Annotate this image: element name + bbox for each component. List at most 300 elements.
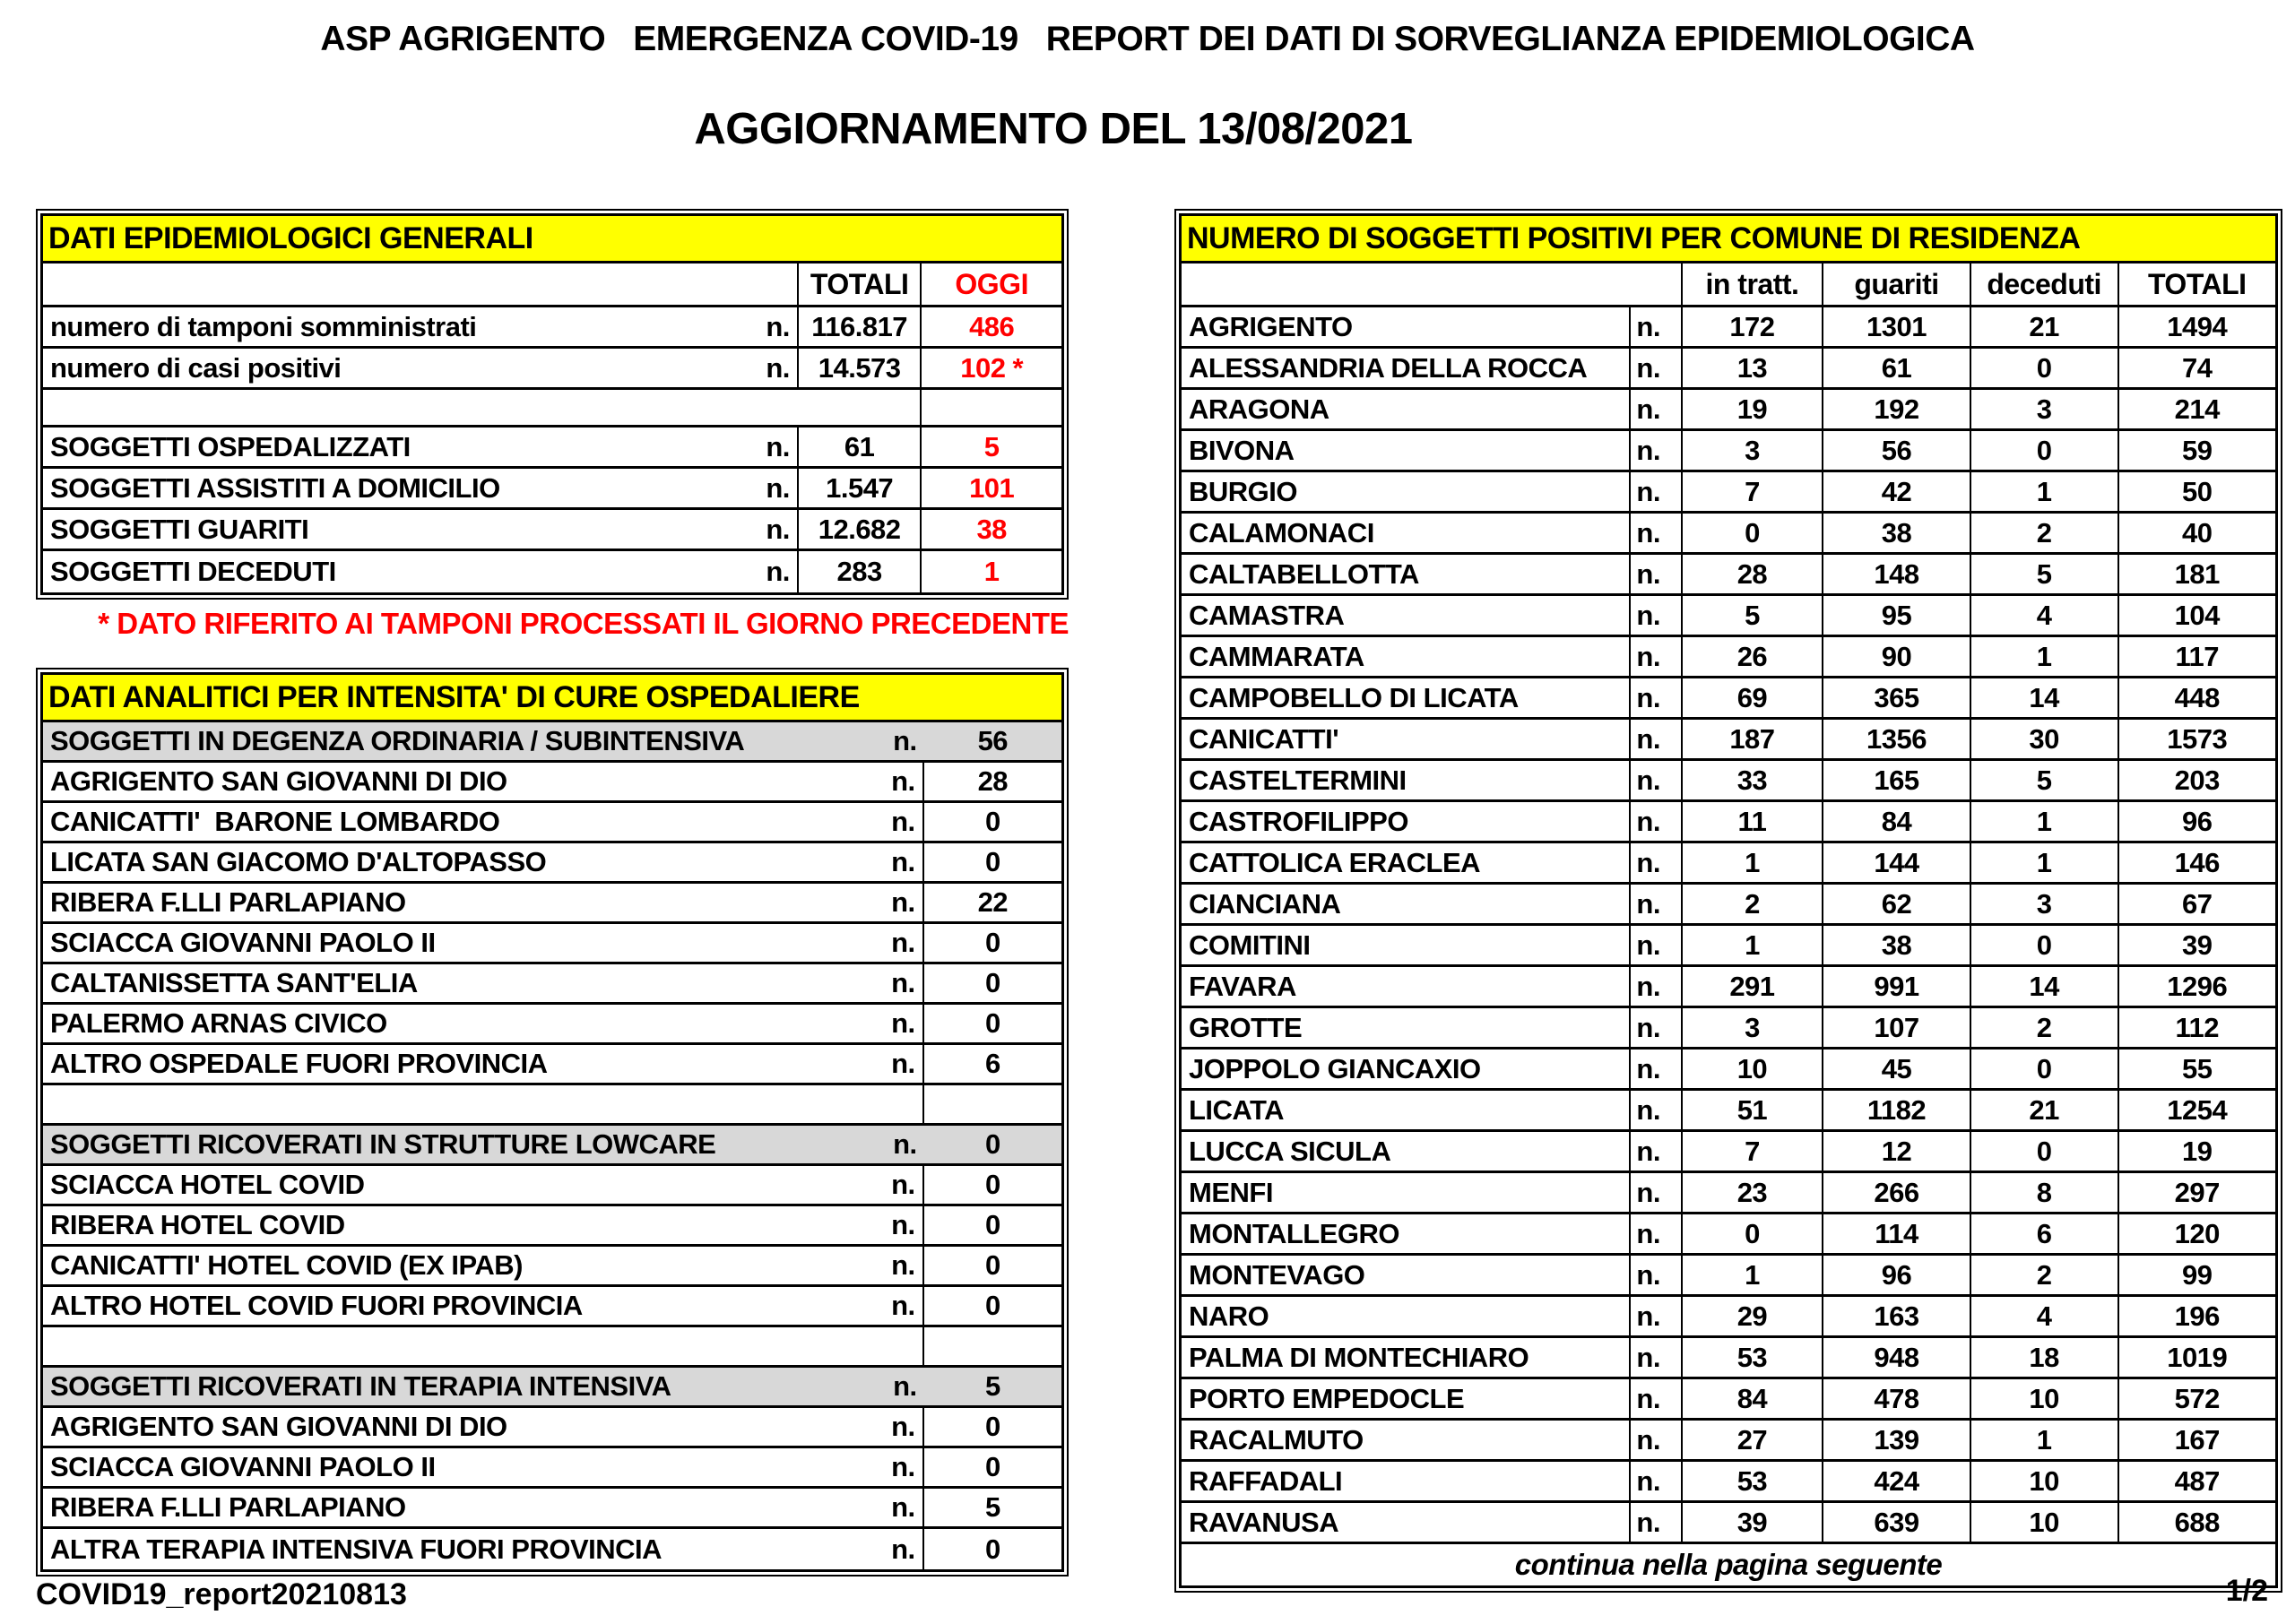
- row-label: SOGGETTI RICOVERATI IN TERAPIA INTENSIVA: [50, 1370, 671, 1402]
- in-tratt-value-cell: 53: [1683, 1462, 1823, 1503]
- unit-label-cell: n.: [1631, 1091, 1682, 1132]
- row-label-cell: [43, 924, 924, 964]
- deceduti-value-cell: 30: [1971, 720, 2119, 761]
- table-row: [1182, 1462, 2275, 1503]
- unit-label-cell: n.: [1631, 307, 1682, 349]
- totali-value-cell: 167: [2119, 1421, 2276, 1462]
- empty-cell: [43, 1085, 924, 1126]
- oggi-value-cell: 5: [922, 428, 1061, 469]
- totali-value-cell: 1296: [2119, 967, 2276, 1008]
- guariti-value-cell: 365: [1823, 678, 1971, 720]
- municipality-name-cell: PORTO EMPEDOCLE: [1182, 1379, 1631, 1421]
- row-label-cell: [43, 1126, 924, 1166]
- guariti-value-cell: 139: [1823, 1421, 1971, 1462]
- guariti-value-cell: 84: [1823, 802, 1971, 843]
- totali-value-cell: 1.547: [799, 469, 922, 510]
- municipality-name-cell: CAMMARATA: [1182, 637, 1631, 678]
- in-tratt-value-cell: 29: [1683, 1297, 1823, 1338]
- in-tratt-value-cell: 172: [1683, 307, 1823, 349]
- unit-label-cell: n.: [1631, 678, 1682, 720]
- header-in-tratt: in tratt.: [1683, 263, 1823, 307]
- table-row: [1182, 514, 2275, 555]
- table-row: [43, 1408, 1061, 1448]
- row-label-cell: [43, 1368, 924, 1408]
- unit-label: n.: [891, 1169, 915, 1200]
- totali-value-cell: 99: [2119, 1256, 2276, 1297]
- unit-label: n.: [891, 1249, 915, 1281]
- municipality-name-cell: COMITINI: [1182, 926, 1631, 967]
- unit-label: n.: [891, 1451, 915, 1482]
- value-cell: 0: [924, 1126, 1061, 1166]
- unit-label: n.: [891, 806, 915, 837]
- oggi-value-cell: 1: [983, 556, 1000, 587]
- guariti-value-cell: 165: [1823, 761, 1971, 802]
- table-row: [43, 722, 1061, 763]
- table-row: [43, 1166, 1061, 1206]
- table-row: [1182, 555, 2275, 596]
- municipality-name-cell: BIVONA: [1182, 431, 1631, 472]
- in-tratt-value-cell: 7: [1683, 1132, 1823, 1173]
- in-tratt-value-cell: 39: [1683, 1503, 1823, 1544]
- municipality-name-cell: CALTABELLOTTA: [1182, 555, 1631, 596]
- municipality-name-cell: GROTTE: [1182, 1008, 1631, 1050]
- totali-value-cell: 55: [2119, 1050, 2276, 1091]
- unit-label-cell: n.: [1631, 1214, 1682, 1256]
- deceduti-value-cell: 5: [1971, 555, 2119, 596]
- row-label-cell: [43, 1005, 924, 1045]
- unit-label: n.: [891, 1048, 915, 1079]
- deceduti-value-cell: 2: [1971, 1008, 2119, 1050]
- table-row: [43, 428, 1061, 469]
- deceduti-value-cell: 0: [1971, 1050, 2119, 1091]
- in-tratt-value-cell: 69: [1683, 678, 1823, 720]
- hospital-care-intensity-table: [36, 668, 1069, 1576]
- unit-label: n.: [891, 846, 915, 877]
- page-number: 1/2: [2225, 1574, 2268, 1608]
- municipality-name-cell: LUCCA SICULA: [1182, 1132, 1631, 1173]
- totali-value-cell: 117: [2119, 637, 2276, 678]
- table-row: [43, 1045, 1061, 1085]
- table-row: [1182, 431, 2275, 472]
- table-row: [43, 1448, 1061, 1489]
- guariti-value-cell: 114: [1823, 1214, 1971, 1256]
- header-empty-cell: [1182, 263, 1683, 307]
- value-cell: 6: [924, 1045, 1061, 1085]
- totali-value-cell: 146: [2119, 843, 2276, 885]
- unit-label-cell: n.: [1631, 431, 1682, 472]
- in-tratt-value-cell: 1: [1683, 1256, 1823, 1297]
- deceduti-value-cell: 0: [1971, 926, 2119, 967]
- municipality-name-cell: CALAMONACI: [1182, 514, 1631, 555]
- value-cell: 0: [924, 1287, 1061, 1327]
- unit-label: n.: [893, 1128, 917, 1160]
- totali-value-cell: 12.682: [799, 510, 922, 551]
- deceduti-value-cell: 2: [1971, 514, 2119, 555]
- row-label: SOGGETTI ASSISTITI A DOMICILIO: [50, 471, 500, 504]
- municipality-name-cell: MENFI: [1182, 1173, 1631, 1214]
- table-row: [1182, 1297, 2275, 1338]
- totali-value-cell: 196: [2119, 1297, 2276, 1338]
- unit-label-cell: n.: [1631, 1132, 1682, 1173]
- deceduti-value-cell: 21: [1971, 1091, 2119, 1132]
- in-tratt-value-cell: 84: [1683, 1379, 1823, 1421]
- municipality-name-cell: CASTELTERMINI: [1182, 761, 1631, 802]
- row-label-cell: [43, 1489, 924, 1529]
- table-row: [1182, 678, 2275, 720]
- totali-value-cell: 96: [2119, 802, 2276, 843]
- unit-label-cell: n.: [1631, 555, 1682, 596]
- oggi-value-cell: 101: [922, 469, 1061, 510]
- totali-value-cell: 14.573: [799, 349, 922, 390]
- totali-value-cell: 67: [2119, 885, 2276, 926]
- value-cell: 0: [924, 1206, 1061, 1247]
- oggi-value-cell: 102 *: [922, 349, 1061, 390]
- totali-value-cell: 214: [2119, 390, 2276, 431]
- row-label: ALTRO HOTEL COVID FUORI PROVINCIA: [50, 1290, 583, 1321]
- municipality-name-cell: LICATA: [1182, 1091, 1631, 1132]
- municipality-name-cell: PALMA DI MONTECHIARO: [1182, 1338, 1631, 1379]
- unit-label: n.: [766, 471, 790, 504]
- municipality-name-cell: MONTEVAGO: [1182, 1256, 1631, 1297]
- deceduti-value-cell: 2: [1971, 1256, 2119, 1297]
- deceduti-value-cell: 0: [1971, 1132, 2119, 1173]
- deceduti-value-cell: 4: [1971, 596, 2119, 637]
- totali-value-cell: 1019: [2119, 1338, 2276, 1379]
- table-row: [1182, 967, 2275, 1008]
- guariti-value-cell: 38: [1823, 514, 1971, 555]
- value-cell: 5: [924, 1368, 1061, 1408]
- deceduti-value-cell: 0: [1971, 349, 2119, 390]
- municipality-name-cell: FAVARA: [1182, 967, 1631, 1008]
- municipality-name-cell: BURGIO: [1182, 472, 1631, 514]
- unit-label: n.: [766, 310, 790, 342]
- table-row: [43, 469, 1061, 510]
- row-label-cell: [43, 469, 799, 510]
- in-tratt-value-cell: 3: [1683, 1008, 1823, 1050]
- in-tratt-value-cell: 28: [1683, 555, 1823, 596]
- table-row: [43, 1005, 1061, 1045]
- guariti-value-cell: 1182: [1823, 1091, 1971, 1132]
- positives-by-municipality-table: [1174, 209, 2282, 1593]
- table-title: DATI ANALITICI PER INTENSITA' DI CURE OSPEDALIERE: [43, 675, 1061, 722]
- table-row: [43, 1529, 1061, 1569]
- table-row: [1182, 1091, 2275, 1132]
- unit-label-cell: n.: [1631, 349, 1682, 390]
- totali-value-cell: 59: [2119, 431, 2276, 472]
- totali-value-cell: 572: [2119, 1379, 2276, 1421]
- value-cell: 28: [924, 763, 1061, 803]
- municipality-name-cell: JOPPOLO GIANCAXIO: [1182, 1050, 1631, 1091]
- row-label: CANICATTI' BARONE LOMBARDO: [50, 806, 500, 837]
- row-label: SOGGETTI GUARITI: [50, 513, 309, 545]
- municipality-name-cell: CASTROFILIPPO: [1182, 802, 1631, 843]
- in-tratt-value-cell: 23: [1683, 1173, 1823, 1214]
- value-cell: 5: [924, 1489, 1061, 1529]
- table-row: [1182, 1421, 2275, 1462]
- guariti-value-cell: 424: [1823, 1462, 1971, 1503]
- row-label-cell: [43, 1529, 924, 1569]
- guariti-value-cell: 948: [1823, 1338, 1971, 1379]
- row-label-cell: [43, 551, 799, 592]
- row-label: SOGGETTI IN DEGENZA ORDINARIA / SUBINTENSIVA: [50, 725, 745, 756]
- table-title-row: [43, 675, 1061, 722]
- unit-label-cell: n.: [1631, 761, 1682, 802]
- empty-cell: [924, 1085, 1061, 1126]
- totali-value-cell: 297: [2119, 1173, 2276, 1214]
- general-epidemiological-data-table: [36, 209, 1069, 600]
- totali-value-cell: 283: [799, 551, 922, 592]
- table-row: [1182, 1256, 2275, 1297]
- unit-label: n.: [891, 1533, 915, 1565]
- deceduti-value-cell: 10: [1971, 1379, 2119, 1421]
- totali-value-cell: 112: [2119, 1008, 2276, 1050]
- table-row: [1182, 1132, 2275, 1173]
- unit-label-cell: n.: [1631, 1050, 1682, 1091]
- deceduti-value-cell: 1: [1971, 1421, 2119, 1462]
- unit-label: n.: [891, 927, 915, 958]
- in-tratt-value-cell: 11: [1683, 802, 1823, 843]
- deceduti-value-cell: 1: [1971, 843, 2119, 885]
- row-label-cell: [43, 803, 924, 843]
- municipality-name-cell: CAMASTRA: [1182, 596, 1631, 637]
- header-totali: TOTALI: [2119, 263, 2276, 307]
- row-label: ALTRA TERAPIA INTENSIVA FUORI PROVINCIA: [50, 1533, 663, 1565]
- row-label-cell: [43, 763, 924, 803]
- guariti-value-cell: 61: [1823, 349, 1971, 390]
- row-label: RIBERA F.LLI PARLAPIANO: [50, 1491, 406, 1523]
- municipality-name-cell: CANICATTI': [1182, 720, 1631, 761]
- row-label: SOGGETTI RICOVERATI IN STRUTTURE LOWCARE: [50, 1128, 716, 1160]
- municipality-name-cell: RACALMUTO: [1182, 1421, 1631, 1462]
- in-tratt-value-cell: 19: [1683, 390, 1823, 431]
- totali-value-cell: 74: [2119, 349, 2276, 390]
- municipality-name-cell: MONTALLEGRO: [1182, 1214, 1631, 1256]
- totali-value-cell: 40: [2119, 514, 2276, 555]
- deceduti-value-cell: 1: [1971, 802, 2119, 843]
- right-column: [1174, 209, 2282, 1593]
- table-row: [43, 803, 1061, 843]
- in-tratt-value-cell: 0: [1683, 514, 1823, 555]
- unit-label-cell: n.: [1631, 1338, 1682, 1379]
- in-tratt-value-cell: 13: [1683, 349, 1823, 390]
- unit-label-cell: n.: [1631, 1462, 1682, 1503]
- guariti-value-cell: 1356: [1823, 720, 1971, 761]
- table-header-row: [43, 263, 1061, 307]
- table-row: [43, 510, 1061, 551]
- municipality-name-cell: CIANCIANA: [1182, 885, 1631, 926]
- empty-cell: [43, 390, 922, 428]
- row-label: RIBERA HOTEL COVID: [50, 1209, 345, 1240]
- oggi-value-cell: 38: [922, 510, 1061, 551]
- deceduti-value-cell: 1: [1971, 637, 2119, 678]
- table-row: [43, 1206, 1061, 1247]
- oggi-value-cell: 486: [922, 307, 1061, 349]
- table-row: [1182, 1214, 2275, 1256]
- municipality-name-cell: ARAGONA: [1182, 390, 1631, 431]
- unit-label-cell: n.: [1631, 637, 1682, 678]
- value-cell: 0: [924, 1247, 1061, 1287]
- table-row: [43, 551, 1061, 592]
- unit-label: n.: [766, 556, 790, 587]
- municipality-name-cell: AGRIGENTO: [1182, 307, 1631, 349]
- totali-value-cell: 39: [2119, 926, 2276, 967]
- in-tratt-value-cell: 3: [1683, 431, 1823, 472]
- table-row: [43, 1368, 1061, 1408]
- header-empty-cell: [43, 263, 799, 307]
- in-tratt-value-cell: 0: [1683, 1214, 1823, 1256]
- tamponi-footnote: * DATO RIFERITO AI TAMPONI PROCESSATI IL GIORNO PRECEDENTE: [98, 607, 1069, 640]
- table-row: [43, 1126, 1061, 1166]
- table-row: [1182, 885, 2275, 926]
- table-row: [1182, 926, 2275, 967]
- table-row: [1182, 349, 2275, 390]
- header-totali: TOTALI: [799, 263, 922, 307]
- in-tratt-value-cell: 53: [1683, 1338, 1823, 1379]
- table-row: [1182, 1173, 2275, 1214]
- unit-label-cell: n.: [1631, 596, 1682, 637]
- row-label: SCIACCA GIOVANNI PAOLO II: [50, 927, 436, 958]
- row-label: SCIACCA GIOVANNI PAOLO II: [50, 1451, 436, 1482]
- totali-value-cell: 1494: [2119, 307, 2276, 349]
- row-label-cell: [43, 510, 799, 551]
- in-tratt-value-cell: 10: [1683, 1050, 1823, 1091]
- table-title-row: [1182, 216, 2275, 263]
- municipality-name-cell: RAVANUSA: [1182, 1503, 1631, 1544]
- header-deceduti: deceduti: [1971, 263, 2119, 307]
- unit-label: n.: [891, 1411, 915, 1442]
- unit-label: n.: [891, 1209, 915, 1240]
- unit-label: n.: [891, 1007, 915, 1039]
- unit-label-cell: n.: [1631, 472, 1682, 514]
- guariti-value-cell: 62: [1823, 885, 1971, 926]
- table-row: [43, 843, 1061, 884]
- row-label-cell: [43, 1408, 924, 1448]
- table-title-row: [43, 216, 1061, 263]
- in-tratt-value-cell: 187: [1683, 720, 1823, 761]
- value-cell: 0: [924, 1166, 1061, 1206]
- unit-label: n.: [891, 967, 915, 998]
- value-cell: 0: [984, 1533, 1000, 1565]
- table-title: NUMERO DI SOGGETTI POSITIVI PER COMUNE DI RESIDENZA: [1182, 216, 2275, 263]
- municipality-name-cell: ALESSANDRIA DELLA ROCCA: [1182, 349, 1631, 390]
- row-label-cell: [43, 722, 924, 763]
- continuation-note: continua nella pagina seguente: [1514, 1548, 1943, 1581]
- table-row: [1182, 472, 2275, 514]
- table-row: [1182, 596, 2275, 637]
- deceduti-value-cell: 1: [1971, 472, 2119, 514]
- totali-value-cell: 181: [2119, 555, 2276, 596]
- guariti-value-cell: 95: [1823, 596, 1971, 637]
- table-row: [43, 1489, 1061, 1529]
- deceduti-value-cell: 5: [1971, 761, 2119, 802]
- unit-label-cell: n.: [1631, 926, 1682, 967]
- deceduti-value-cell: 6: [1971, 1214, 2119, 1256]
- table-row: [43, 924, 1061, 964]
- row-label: AGRIGENTO SAN GIOVANNI DI DIO: [50, 1411, 507, 1442]
- unit-label-cell: n.: [1631, 1256, 1682, 1297]
- municipality-name-cell: RAFFADALI: [1182, 1462, 1631, 1503]
- totali-value-cell: 448: [2119, 678, 2276, 720]
- totali-value-cell: 116.817: [799, 307, 922, 349]
- unit-label: n.: [766, 430, 790, 462]
- row-label-cell: [43, 428, 799, 469]
- guariti-value-cell: 1301: [1823, 307, 1971, 349]
- table-row: [1182, 1008, 2275, 1050]
- row-label: LICATA SAN GIACOMO D'ALTOPASSO: [50, 846, 547, 877]
- value-cell: 0: [924, 1005, 1061, 1045]
- row-label: AGRIGENTO SAN GIOVANNI DI DIO: [50, 765, 507, 797]
- guariti-value-cell: 90: [1823, 637, 1971, 678]
- municipality-name-cell: CAMPOBELLO DI LICATA: [1182, 678, 1631, 720]
- deceduti-value-cell: 8: [1971, 1173, 2119, 1214]
- guariti-value-cell: 107: [1823, 1008, 1971, 1050]
- totali-value-cell: 50: [2119, 472, 2276, 514]
- value-cell: 56: [924, 722, 1061, 763]
- unit-label-cell: n.: [1631, 802, 1682, 843]
- unit-label: n.: [893, 725, 917, 756]
- unit-label: n.: [893, 1370, 917, 1402]
- deceduti-value-cell: 0: [1971, 431, 2119, 472]
- guariti-value-cell: 144: [1823, 843, 1971, 885]
- unit-label: n.: [891, 886, 915, 918]
- row-label-cell: [43, 307, 799, 349]
- unit-label: n.: [891, 1491, 915, 1523]
- totali-value-cell: 61: [799, 428, 922, 469]
- empty-cell: [924, 1327, 1061, 1368]
- unit-label-cell: n.: [1631, 1503, 1682, 1544]
- unit-label-cell: n.: [1631, 1297, 1682, 1338]
- table-row: [1182, 1050, 2275, 1091]
- value-cell: 0: [924, 1448, 1061, 1489]
- totali-value-cell: 1573: [2119, 720, 2276, 761]
- unit-label-cell: n.: [1631, 514, 1682, 555]
- continuation-row: [1182, 1544, 2275, 1585]
- guariti-value-cell: 639: [1823, 1503, 1971, 1544]
- row-label: CALTANISSETTA SANT'ELIA: [50, 967, 418, 998]
- report-update-date: AGGIORNAMENTO DEL 13/08/2021: [694, 105, 1413, 153]
- unit-label-cell: n.: [1631, 885, 1682, 926]
- guariti-value-cell: 266: [1823, 1173, 1971, 1214]
- deceduti-value-cell: 14: [1971, 678, 2119, 720]
- row-label-cell: [43, 964, 924, 1005]
- empty-cell: [43, 1327, 924, 1368]
- table-header-row: [1182, 263, 2275, 307]
- table-row: [43, 964, 1061, 1005]
- row-label-cell: [43, 1448, 924, 1489]
- table-row: [1182, 1379, 2275, 1421]
- header-guariti: guariti: [1823, 263, 1971, 307]
- totali-value-cell: 487: [2119, 1462, 2276, 1503]
- totali-value-cell: 19: [2119, 1132, 2276, 1173]
- table-row: [1182, 1338, 2275, 1379]
- guariti-value-cell: 192: [1823, 390, 1971, 431]
- in-tratt-value-cell: 1: [1683, 926, 1823, 967]
- row-label-cell: [43, 1247, 924, 1287]
- row-label: PALERMO ARNAS CIVICO: [50, 1007, 387, 1039]
- row-label-cell: [43, 1166, 924, 1206]
- unit-label-cell: n.: [1631, 1421, 1682, 1462]
- row-label-cell: [43, 1045, 924, 1085]
- table-row: [1182, 761, 2275, 802]
- row-label: SOGGETTI OSPEDALIZZATI: [50, 430, 411, 462]
- value-cell: 0: [924, 803, 1061, 843]
- deceduti-value-cell: 21: [1971, 307, 2119, 349]
- value-cell: 0: [924, 1408, 1061, 1448]
- in-tratt-value-cell: 2: [1683, 885, 1823, 926]
- municipality-name-cell: NARO: [1182, 1297, 1631, 1338]
- table-row: [43, 390, 1061, 428]
- unit-label: n.: [766, 351, 790, 384]
